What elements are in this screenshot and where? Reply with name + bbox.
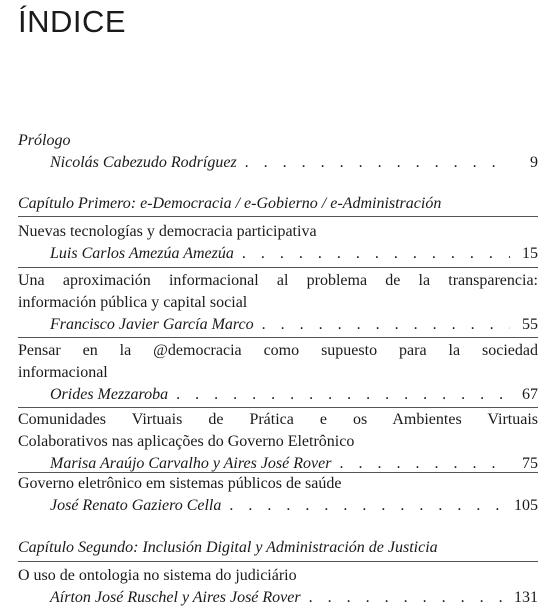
entry-author: José Renato Gaziero Cella xyxy=(50,497,222,514)
entry-author: Marisa Araújo Carvalho y Aires José Rover xyxy=(50,455,332,472)
toc-entry[interactable] xyxy=(18,565,538,609)
dot-leader xyxy=(262,314,510,336)
chapter-heading: Capítulo Segundo: Inclusión Digital y Administración de Justicia xyxy=(18,539,438,556)
toc-entry[interactable] xyxy=(18,221,538,265)
entry-author: Luis Carlos Amezúa Amezúa xyxy=(50,245,234,262)
entry-author: Francisco Javier García Marco xyxy=(50,316,254,333)
entry-title: O uso de ontologia no sistema do judiciário xyxy=(18,567,297,584)
entry-author: Orides Mezzaroba xyxy=(50,386,169,403)
toc-section-capitulo-1 xyxy=(18,193,538,215)
entry-title: Comunidades Virtuais de Prática e os Ambientes Virtuais xyxy=(18,411,538,428)
entry-author: Nicolás Cabezudo Rodríguez xyxy=(50,154,237,171)
entry-author-row xyxy=(18,314,538,336)
entry-title: Pensar en la @democracia como supuesto para la sociedad xyxy=(18,342,538,359)
entry-author-row xyxy=(18,243,538,265)
toc-entry[interactable] xyxy=(18,340,538,406)
dot-leader xyxy=(176,384,510,406)
entry-page-number: 9 xyxy=(530,154,538,171)
divider xyxy=(18,337,538,338)
entry-page-number: 75 xyxy=(522,455,538,472)
dot-leader xyxy=(245,152,510,174)
toc-entry[interactable] xyxy=(18,473,538,517)
page-title: ÍNDICE xyxy=(18,4,127,39)
divider xyxy=(18,407,538,408)
divider xyxy=(18,561,538,562)
divider xyxy=(18,216,538,217)
entry-page-number: 15 xyxy=(522,245,538,262)
dot-leader xyxy=(242,243,510,265)
entry-title: informacional xyxy=(18,364,108,381)
chapter-heading: Capítulo Primero: e-Democracia / e-Gobierno / e-Administración xyxy=(18,195,442,212)
entry-title: Una aproximación informacional al problema de la transparencia: xyxy=(18,272,538,289)
dot-leader xyxy=(229,495,510,517)
entry-page-number: 131 xyxy=(514,589,538,606)
entry-title: Nuevas tecnologías y democracia participativa xyxy=(18,223,317,240)
toc-entry-prologo[interactable] xyxy=(18,152,538,174)
dot-leader xyxy=(309,587,510,609)
entry-title: Colaborativos nas aplicações do Governo Eletrônico xyxy=(18,433,355,450)
entry-author-row xyxy=(18,495,538,517)
entry-page-number: 67 xyxy=(522,386,538,403)
entry-page-number: 55 xyxy=(522,316,538,333)
section-heading-prologo: Prólogo xyxy=(18,132,71,149)
toc-entry[interactable] xyxy=(18,270,538,336)
entry-author: Aírton José Ruschel y Aires José Rover xyxy=(50,589,301,606)
toc-entry[interactable] xyxy=(18,409,538,475)
entry-title: Governo eletrônico em sistemas públicos de saúde xyxy=(18,475,342,492)
toc-section-capitulo-2 xyxy=(18,537,538,559)
entry-author-row xyxy=(18,384,538,406)
toc-section-prologo xyxy=(18,130,538,174)
entry-author-row xyxy=(18,587,538,609)
divider xyxy=(18,267,538,268)
entry-page-number: 105 xyxy=(514,497,538,514)
entry-title: información pública y capital social xyxy=(18,294,248,311)
